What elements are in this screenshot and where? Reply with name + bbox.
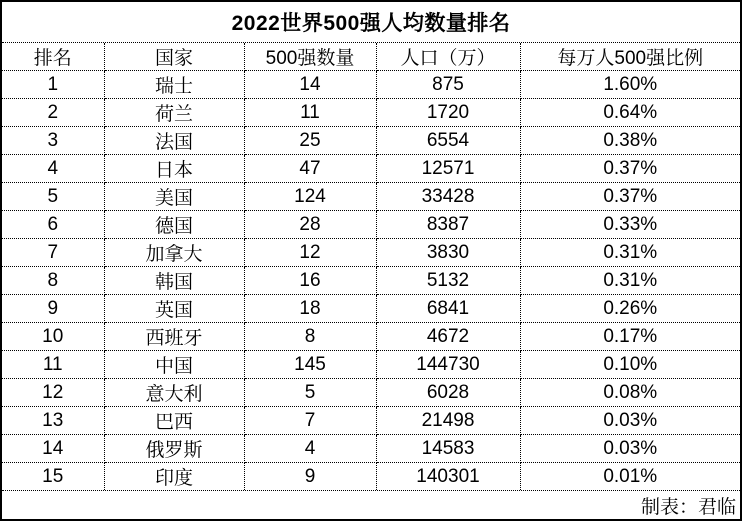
table-row: [2, 99, 740, 127]
table-cell: 意大利: [104, 379, 244, 407]
table-cell: 西班牙: [104, 323, 244, 351]
table-cell: 韩国: [104, 267, 244, 295]
table-cell: 0.10%: [520, 351, 740, 379]
table-cell: 0.37%: [520, 155, 740, 183]
table-row: [2, 155, 740, 183]
table-cell: 6841: [376, 295, 520, 323]
table-row: [2, 379, 740, 407]
table-cell: 瑞士: [104, 71, 244, 99]
table-cell: 英国: [104, 295, 244, 323]
table-cell: 140301: [376, 463, 520, 491]
table-row: [2, 351, 740, 379]
table-cell: 4: [244, 435, 376, 463]
data-table: [2, 43, 740, 490]
table-row: [2, 463, 740, 491]
table-cell: 0.08%: [520, 379, 740, 407]
table-body: [2, 71, 740, 491]
table-row: [2, 183, 740, 211]
table-cell: 0.26%: [520, 295, 740, 323]
table-header: [2, 43, 740, 71]
table-cell: 13: [2, 407, 104, 435]
table-row: [2, 127, 740, 155]
table-cell: 10: [2, 323, 104, 351]
table-cell: 4: [2, 155, 104, 183]
table-cell: 0.03%: [520, 435, 740, 463]
table-cell: 14583: [376, 435, 520, 463]
table-cell: 俄罗斯: [104, 435, 244, 463]
table-cell: 德国: [104, 211, 244, 239]
column-header-population: 人口（万）: [376, 43, 520, 71]
table-cell: 日本: [104, 155, 244, 183]
table-cell: 0.37%: [520, 183, 740, 211]
column-header-fortune500: 500强数量: [244, 43, 376, 71]
table-cell: 0.31%: [520, 239, 740, 267]
table-cell: 33428: [376, 183, 520, 211]
table-cell: 145: [244, 351, 376, 379]
table-row: [2, 211, 740, 239]
table-cell: 1720: [376, 99, 520, 127]
column-header-rank: 排名: [2, 43, 104, 71]
table-row: [2, 407, 740, 435]
table-cell: 加拿大: [104, 239, 244, 267]
table-cell: 5: [2, 183, 104, 211]
table-cell: 1: [2, 71, 104, 99]
table-row: [2, 267, 740, 295]
table-cell: 9: [2, 295, 104, 323]
table-cell: 0.03%: [520, 407, 740, 435]
column-header-ratio: 每万人500强比例: [520, 43, 740, 71]
table-cell: 11: [2, 351, 104, 379]
table-row: [2, 435, 740, 463]
table-cell: 0.01%: [520, 463, 740, 491]
table-cell: 0.38%: [520, 127, 740, 155]
table-cell: 15: [2, 463, 104, 491]
table-cell: 3: [2, 127, 104, 155]
table-cell: 0.33%: [520, 211, 740, 239]
table-cell: 8: [2, 267, 104, 295]
table-cell: 8387: [376, 211, 520, 239]
table-cell: 7: [2, 239, 104, 267]
table-cell: 7: [244, 407, 376, 435]
table-cell: 12: [2, 379, 104, 407]
table-cell: 875: [376, 71, 520, 99]
table-cell: 28: [244, 211, 376, 239]
table-cell: 12: [244, 239, 376, 267]
table-cell: 6: [2, 211, 104, 239]
table-footer-credit: 制表：君临: [2, 490, 740, 519]
table-row: [2, 323, 740, 351]
table-cell: 巴西: [104, 407, 244, 435]
table-cell: 14: [2, 435, 104, 463]
table-cell: 0.17%: [520, 323, 740, 351]
table-cell: 0.31%: [520, 267, 740, 295]
table-cell: 14: [244, 71, 376, 99]
table-cell: 荷兰: [104, 99, 244, 127]
table-cell: 4672: [376, 323, 520, 351]
table-cell: 12571: [376, 155, 520, 183]
table-cell: 6028: [376, 379, 520, 407]
table-cell: 3830: [376, 239, 520, 267]
table-cell: 2: [2, 99, 104, 127]
table-cell: 中国: [104, 351, 244, 379]
table-cell: 美国: [104, 183, 244, 211]
table-row: [2, 295, 740, 323]
table-cell: 法国: [104, 127, 244, 155]
table-cell: 5: [244, 379, 376, 407]
table-cell: 124: [244, 183, 376, 211]
table-cell: 0.64%: [520, 99, 740, 127]
table-cell: 144730: [376, 351, 520, 379]
table-cell: 5132: [376, 267, 520, 295]
table-row: [2, 239, 740, 267]
table-cell: 18: [244, 295, 376, 323]
column-header-country: 国家: [104, 43, 244, 71]
table-cell: 47: [244, 155, 376, 183]
table-cell: 印度: [104, 463, 244, 491]
header-row: [2, 43, 740, 71]
table-cell: 6554: [376, 127, 520, 155]
table-cell: 11: [244, 99, 376, 127]
table-title: 2022世界500强人均数量排名: [2, 2, 740, 43]
table-cell: 9: [244, 463, 376, 491]
table-row: [2, 71, 740, 99]
table-cell: 21498: [376, 407, 520, 435]
table-cell: 25: [244, 127, 376, 155]
table-cell: 8: [244, 323, 376, 351]
table-cell: 1.60%: [520, 71, 740, 99]
table-cell: 16: [244, 267, 376, 295]
